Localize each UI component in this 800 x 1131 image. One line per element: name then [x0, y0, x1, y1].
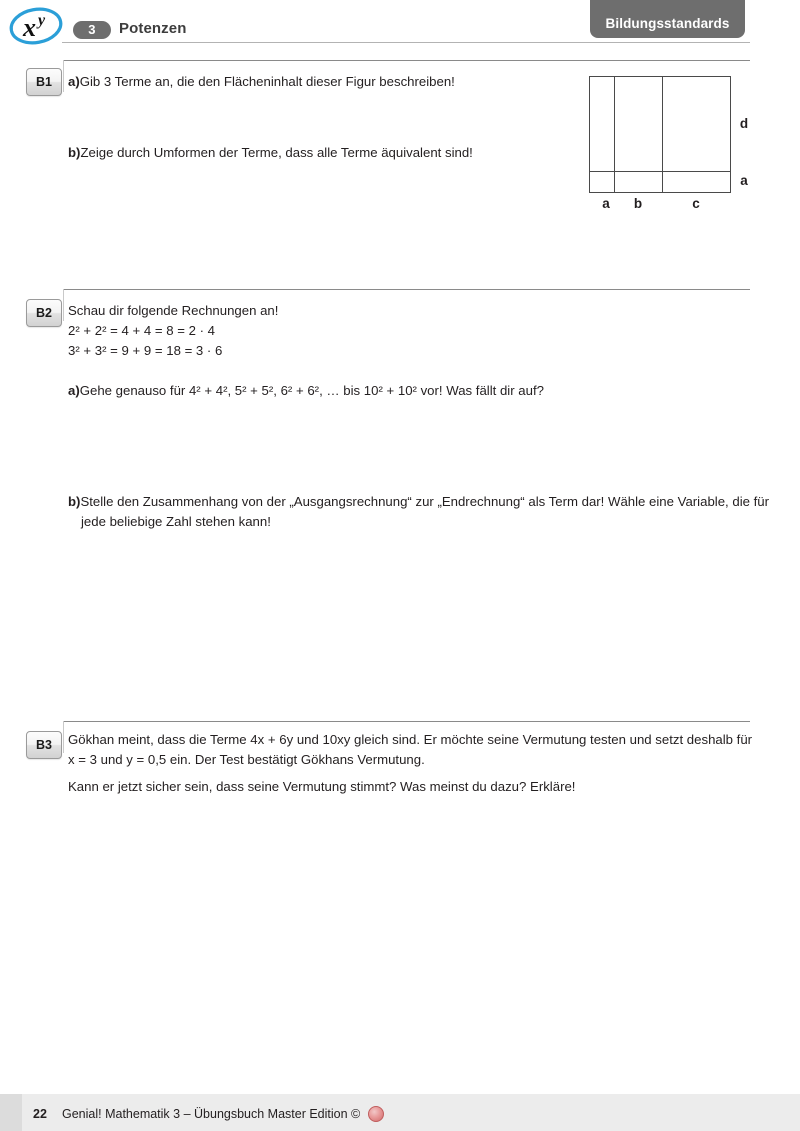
exercise-b1-part-a — [68, 72, 581, 92]
part-text-b: Zeige durch Umformen der Terme, dass alle Terme äquivalent sind! — [80, 145, 473, 160]
part-text-a: Gib 3 Terme an, die den Flächeninhalt dieser Figur beschreiben! — [79, 74, 455, 89]
footer-copyright-text: Genial! Mathematik 3 – Übungsbuch Master Edition © — [62, 1107, 361, 1121]
exercise-b2-part-a — [68, 381, 771, 401]
footer-left-accent — [0, 1094, 22, 1131]
exercise-vertical-rule — [63, 289, 64, 321]
bildungsstandards-badge: Bildungsstandards — [590, 0, 745, 38]
exercise-b2-part-b — [68, 492, 771, 532]
figure-label-col-a: a — [602, 196, 610, 211]
exercise-tag-b2: B2 — [26, 299, 62, 327]
part-marker-a: a) — [68, 383, 80, 398]
exercise-b2-equation-1: 2² + 2² = 4 + 4 = 8 = 2 · 4 — [68, 323, 215, 338]
part-marker-a: a) — [68, 74, 80, 89]
exercise-b3-paragraph-2: Kann er jetzt sicher sein, dass seine Vermutung stimmt? Was meinst du dazu? Erkläre! — [68, 779, 576, 794]
page-number: 22 — [33, 1107, 47, 1121]
svg-text:y: y — [38, 12, 46, 29]
part-marker-b: b) — [68, 494, 81, 509]
exercise-divider — [63, 60, 750, 61]
exercise-b1-part-b — [68, 143, 581, 163]
header-divider — [62, 42, 750, 43]
figure-label-col-c: c — [692, 196, 700, 211]
exercise-b2-intro: Schau dir folgende Rechnungen an! — [68, 303, 279, 318]
figure-label-row-d: d — [739, 116, 749, 131]
figure-divider-d-a — [589, 171, 731, 172]
figure-divider-a-b — [614, 76, 615, 193]
figure-outer-rectangle — [589, 76, 731, 193]
exercise-b2-equation-2: 3² + 3² = 9 + 9 = 18 = 3 · 6 — [68, 343, 223, 358]
xy-logo-icon — [8, 6, 64, 46]
exercise-b3-paragraph-1: Gökhan meint, dass die Terme 4x + 6y und 10xy gleich sind. Er möchte seine Vermutung testen und setzt deshalb für x = 3 und y = 0,5 ein. Der Test bestätigt Gökhans Vermutung. — [68, 732, 753, 767]
page-header — [0, 0, 800, 46]
exercise-vertical-rule — [63, 60, 64, 92]
exercise-divider — [63, 289, 750, 290]
page-title: Potenzen — [119, 20, 187, 37]
figure-label-col-b: b — [633, 196, 643, 211]
exercise-divider — [63, 721, 750, 722]
part-text-a: Gehe genauso für 4² + 4², 5² + 5², 6² + 6², … bis 10² + 10² vor! Was fällt dir auf? — [79, 383, 544, 398]
svg-text:x: x — [23, 13, 36, 42]
exercise-vertical-rule — [63, 721, 64, 753]
exercise-tag-b3: B3 — [26, 731, 62, 759]
figure-divider-b-c — [662, 76, 663, 193]
part-text-b: Stelle den Zusammenhang von der „Ausgangsrechnung“ zur „Endrechnung“ als Term dar! Wähle eine Variable, die für jede beliebige Zahl stehen kann! — [80, 494, 770, 529]
figure-label-row-a: a — [740, 173, 748, 188]
exercise-tag-b1: B1 — [26, 68, 62, 96]
area-figure — [589, 76, 789, 236]
publisher-logo-icon — [368, 1106, 384, 1122]
part-marker-b: b) — [68, 145, 81, 160]
chapter-number-badge: 3 — [73, 21, 111, 39]
